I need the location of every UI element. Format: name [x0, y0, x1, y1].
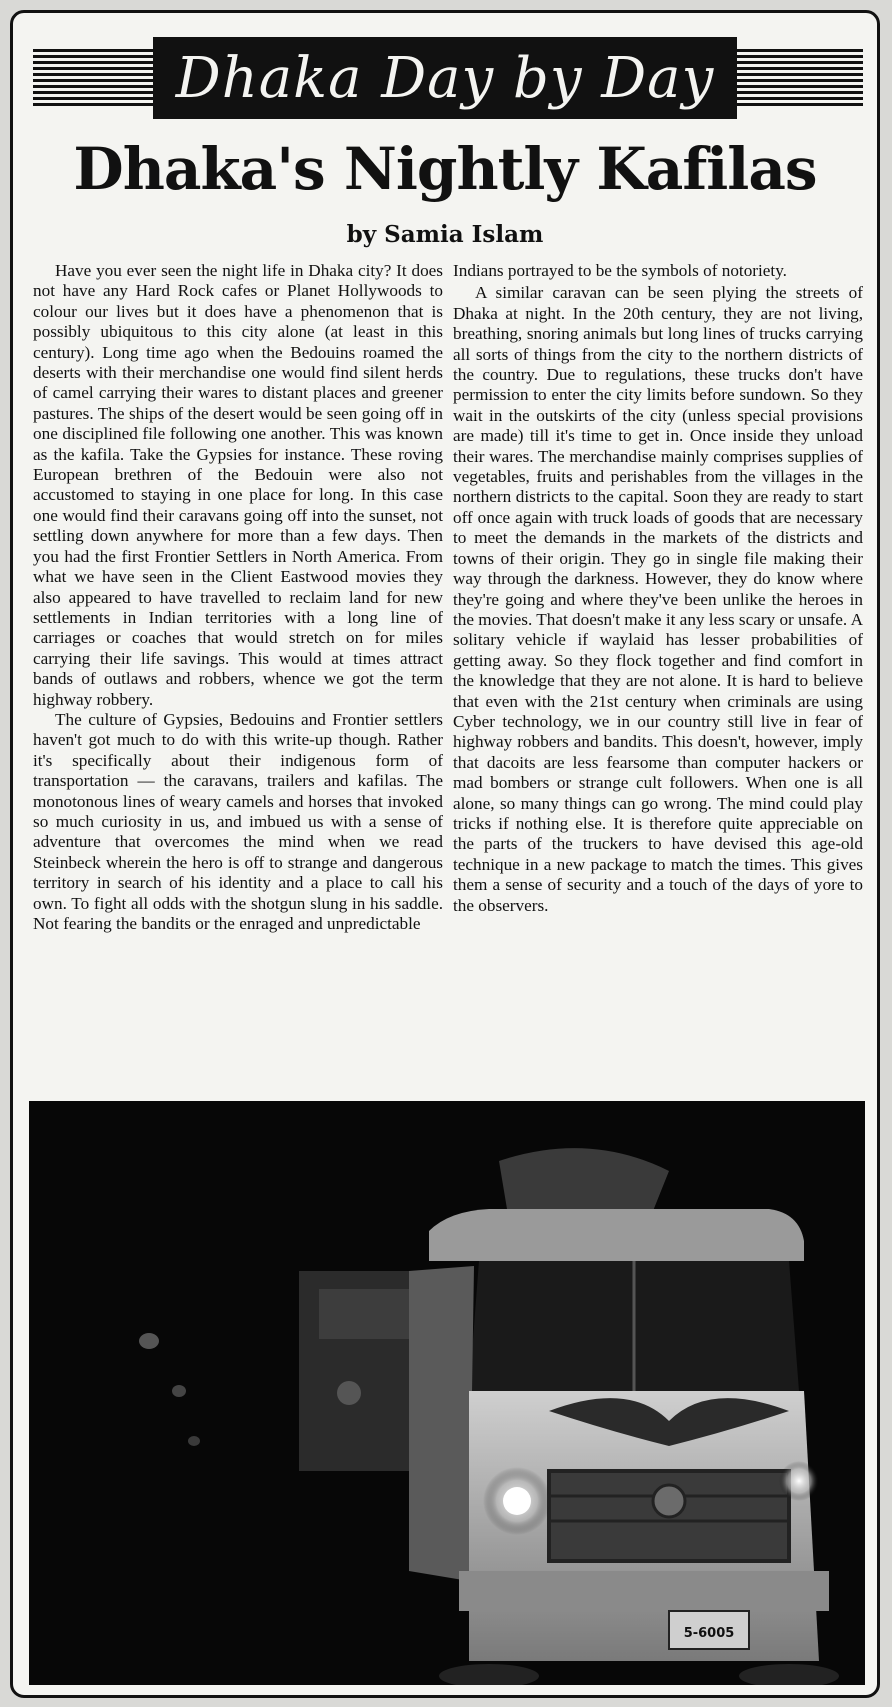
distant-light — [188, 1436, 200, 1446]
headlight-right — [779, 1461, 819, 1501]
plate-text: 5-6005 — [683, 1626, 735, 1641]
column-title: Dhaka Day by Day — [153, 37, 737, 119]
cab-roof — [429, 1209, 804, 1261]
article-column-left — [33, 261, 443, 934]
distant-light — [172, 1385, 186, 1397]
paragraph: The culture of Gypsies, Bedouins and Frontier settlers haven't got much to do with this write-up though. Rather it's specifically about their indigenous form of transportation — the caravans, trailers and kafilas. The monotonous lines of weary camels and horses that invoked so much curiosity in us, and imbued us with a sense of adventure that overcomes the mind when we read Steinbeck wherein the hero is off to strange and dangerous territory in search of his identity and a place to call his own. To fight all odds with the shotgun slung in his saddle. Not fearing the bandits or the enraged and unpredictable — [33, 709, 443, 933]
bumper — [459, 1571, 829, 1611]
paragraph: Have you ever seen the night life in Dhaka city? It does not have any Hard Rock cafes or Planet Hollywoods to colour our lives but it does have a phenomenon that is possibly ubiquitous to this city alone (at least in this century). Long time ago when the Bedouins roamed the deserts with their merchandise one would find silent herds of camel carrying their wares to distant places and greener pastures. The ships of the desert would be seen going off in one disciplined file following one another. This was known as the kafila. Take the Gypsies for instance. These roving European brethren of the Bedouin were also not accustomed to staying in one place for long. In this case one would find their caravans going off into the sunset, not settling down anywhere for more than a few days. Then you had the first Frontier Settlers in North America. From what we have seen in the Client Eastwood movies they also appeared to have travelled to reclaim land for new settlements in Indian territories with a long line of carriages or coaches that would stretch on for miles carrying their life savings. This would at times attract bands of outlaws and robbers, whence we got the term highway robbery. — [33, 261, 443, 709]
paragraph: A similar caravan can be seen plying the streets of Dhaka at night. In the 20th century, they are not living, breathing, snoring animals but long lines of trucks carrying all sorts of things from the city to the northern districts of the country. Due to regulations, these trucks don't have permission to enter the city limits before sundown. So they wait in the outskirts of the city (unless special provisions are made) till it's time to get in. Once inside they unload their wares. The merchandise mainly comprises supplies of vegetables, fruits and perishables from the villages in the northern districts to the capital. Soon they are ready to start off once again with truck loads of goods that are necessary to meet the demands in the markets of the districts and towns of their origin. They go in single file making their way through the darkness. However, they do know where they're going and where they've been unlike the heroes in the movies. That doesn't make it any less scary or unsafe. A solitary vehicle if waylaid has lesser probabilities of getting away. So they flock together and find comfort in the knowledge that they are not alone. It is hard to believe that even with the 21st century when criminals are using Cyber technology, we in our country still live in fear of highway robbers and bandits. This doesn't, however, imply that dacoits are less fearsome than computer hackers or mad bombers or strange cult followers. When one is all alone, so many things can go wrong. The mind could play tricks if nothing else. It is therefore quite appreciable on the parts of the truckers to have devised this age-old technique in a new package to match the times. This gives them a sense of security and a touch of the days of yore to the observers. — [453, 283, 863, 915]
article-column-right — [453, 261, 863, 916]
truck-illustration — [29, 1101, 865, 1685]
article-headline: Dhaka's Nightly Kafilas — [73, 135, 817, 203]
cab-door — [409, 1266, 474, 1581]
column-banner — [33, 37, 863, 119]
distant-light — [139, 1333, 159, 1349]
truck-photo — [29, 1101, 865, 1685]
paragraph: Indians portrayed to be the symbols of notoriety. — [453, 261, 787, 280]
newspaper-clipping — [10, 10, 880, 1698]
article-byline: by Samia Islam — [346, 221, 544, 248]
